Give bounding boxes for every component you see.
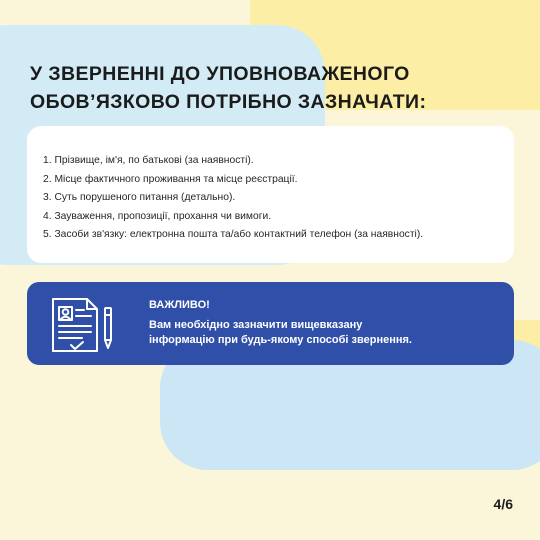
page-title-line-2: ОБОВ’ЯЗКОВО ПОТРІБНО ЗАЗНАЧАТИ: xyxy=(30,91,427,113)
list-item: 1. Прізвище, ім'я, по батькові (за наявності). xyxy=(43,155,254,166)
requirements-card xyxy=(27,126,514,263)
requirements-list xyxy=(43,152,514,245)
list-item: 2. Місце фактичного проживання та місце реєстрації. xyxy=(43,173,298,185)
list-item: 4. Зауваження, пропозиції, прохання чи вимоги. xyxy=(43,210,272,222)
page-title xyxy=(30,60,510,116)
notice-body-line-2: інформацію при будь-якому способі звернення. xyxy=(149,334,412,346)
page-indicator: 4/6 xyxy=(493,496,513,512)
document-form-with-pen-icon xyxy=(49,297,129,353)
important-notice xyxy=(27,282,514,365)
list-item: 3. Суть порушеного питання (детально). xyxy=(43,192,236,203)
list-item: 5. Засоби зв'язку: електронна пошта та/або контактний телефон (за наявності). xyxy=(43,229,424,240)
notice-body-line-1: Вам необхідно зазначити вищевказану xyxy=(149,319,363,331)
notice-heading: ВАЖЛИВО! xyxy=(149,299,210,311)
page-title-line-1: У ЗВЕРНЕННІ ДО УПОВНОВАЖЕНОГО xyxy=(30,63,410,85)
notice-body xyxy=(149,318,479,348)
